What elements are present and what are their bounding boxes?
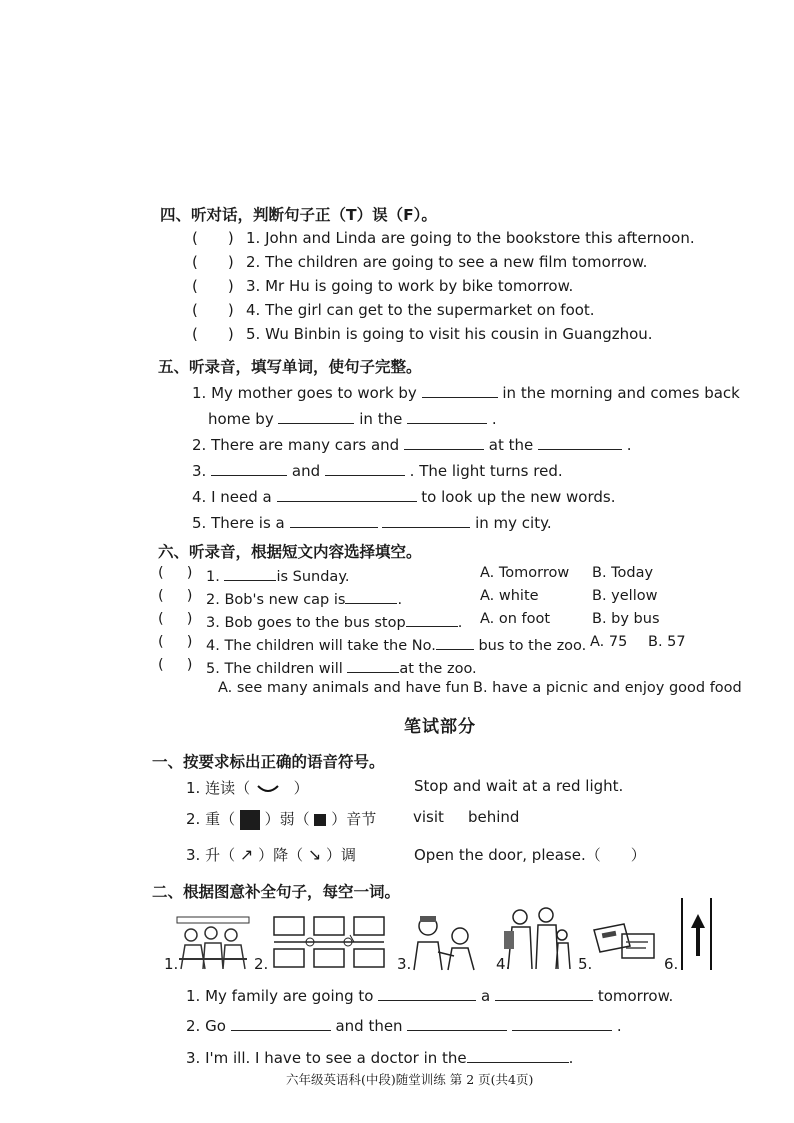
answer-blank[interactable] <box>231 1015 331 1031</box>
answer-blank[interactable] <box>378 985 476 1001</box>
w2-sentence-3: 3. I'm ill. I have to see a doctor in the . <box>186 1049 574 1067</box>
s5-line-1: 1. My mother goes to work by in the morning and comes back <box>192 384 740 402</box>
section-6-heading: 六、听录音，根据短文内容选择填空。 <box>158 543 422 561</box>
answer-blank[interactable] <box>467 1047 569 1063</box>
s6-item-5: ( ) <box>158 657 193 673</box>
divider-line <box>681 898 683 970</box>
s6-option-a[interactable]: A. on foot <box>480 611 551 627</box>
answer-blank[interactable] <box>407 408 487 424</box>
w1-sentence-1: Stop and wait at a red light. <box>414 777 624 795</box>
answer-blank[interactable] <box>406 611 458 627</box>
answer-blank[interactable] <box>345 588 397 604</box>
cinema-audience-icon <box>175 915 251 971</box>
s6-item-5-option-a[interactable]: A. see many animals and have fun <box>218 680 470 696</box>
answer-blank[interactable] <box>290 512 378 528</box>
s6-item-2: ( ) <box>158 588 193 604</box>
s4-item-5: ( ) 5. Wu Binbin is going to visit his cousin in Guangzhou. <box>192 325 653 343</box>
s4-item-1: ( ) 1. John and Linda are going to the bookstore this afternoon. <box>192 229 695 247</box>
pic-num-1: 1. <box>164 955 179 973</box>
w2-sentence-1: 1. My family are going to a tomorrow. <box>186 987 674 1005</box>
w1-row-2: 2. 重（ ）弱（ ）音节 <box>186 810 377 828</box>
s6-option-b[interactable]: B. by bus <box>592 611 660 627</box>
s6-option-b[interactable]: B. yellow <box>592 588 658 604</box>
answer-blank[interactable] <box>211 460 287 476</box>
answer-blank[interactable] <box>277 486 417 502</box>
s6-option-a[interactable]: A. Tomorrow <box>480 565 570 581</box>
s5-line-2: 2. There are many cars and at the . <box>192 436 632 454</box>
family-travel-icon <box>502 905 574 971</box>
s4-item-4: ( ) 4. The girl can get to the supermarket on foot. <box>192 301 595 319</box>
answer-blank[interactable] <box>404 434 484 450</box>
s6-item-1: ( ) <box>158 565 193 581</box>
s4-item-3: ( ) 3. Mr Hu is going to work by bike tomorrow. <box>192 277 574 295</box>
pic-num-5: 5. <box>578 955 593 973</box>
s6-option-a[interactable]: A. white <box>480 588 539 604</box>
pic-num-3: 3. <box>397 955 412 973</box>
answer-blank[interactable] <box>436 634 474 650</box>
s6-item-4: ( ) <box>158 634 193 650</box>
w2-sentence-2: 2. Go and then . <box>186 1017 622 1035</box>
stressed-syllable-icon <box>240 810 260 830</box>
s6-option-b[interactable]: B. Today <box>592 565 654 581</box>
section-4-heading: 四、听对话，判断句子正（T）误（F）。 <box>160 206 437 224</box>
written-1-heading: 一、按要求标出正确的语音符号。 <box>152 753 385 771</box>
written-part-title: 笔试部分 <box>404 717 476 737</box>
page-footer: 六年级英语科(中段)随堂训练 第 2 页(共4页) <box>286 1072 534 1087</box>
w1-word-behind: behind <box>468 808 520 826</box>
s6-item-5-option-b[interactable]: B. have a picnic and enjoy good food <box>473 680 742 696</box>
w1-word-visit: visit <box>413 808 444 826</box>
answer-blank[interactable] <box>538 434 622 450</box>
answer-blank[interactable] <box>382 512 470 528</box>
street-map-icon <box>270 915 388 971</box>
go-straight-arrow-icon <box>690 912 706 958</box>
pic-num-2: 2. <box>254 955 269 973</box>
answer-blank[interactable] <box>278 408 354 424</box>
doctor-patient-icon <box>410 912 482 972</box>
s5-line-3: 3. and . The light turns red. <box>192 462 563 480</box>
answer-blank[interactable] <box>512 1015 612 1031</box>
s5-line-5: 5. There is a in my city. <box>192 514 552 532</box>
w1-row-3: 3. 升（ ↗ ）降（ ↘ ）调 <box>186 845 357 864</box>
answer-blank[interactable] <box>407 1015 507 1031</box>
answer-blank[interactable] <box>224 565 276 581</box>
w1-row-1: 1. 连读（ ） <box>186 779 309 797</box>
answer-blank[interactable] <box>325 460 405 476</box>
tickets-icon <box>590 920 662 962</box>
pic-num-4: 4. <box>496 955 511 973</box>
answer-blank[interactable] <box>495 985 593 1001</box>
answer-blank[interactable] <box>347 657 399 673</box>
falling-arrow-icon: ↘ <box>307 845 322 864</box>
s4-item-2: ( ) 2. The children are going to see a new film tomorrow. <box>192 253 648 271</box>
pic-num-6: 6. <box>664 955 679 973</box>
answer-blank[interactable] <box>422 382 498 398</box>
worksheet-page: 四、听对话，判断句子正（T）误（F）。 ( ) 1. John and Linda are going to the bookstore this afternoon. ( ) 2. The children are going to see a new film tomorrow. ( ) 3. Mr Hu is going to work by bike tomorrow. ( ) 4. The girl can get to the supermarket on foot. ( ) 5. Wu Binbin is going to visit his cousin in Guangzhou. 五、听录音，填写单词，使句子完整。 1. My mother goes to work by in the morning and comes back home by in the . 2. There are many cars and at the . 3. and . The light turns red. 4. I need a to look up the new words. 5. There is a in my city. 六、听录音，根据短文内容选择填空。 ( ) 1. is Sunday. A. Tomorrow B. Today ( ) 2. Bob's new cap is . A. white B. yellow ( ) 3. Bob goes to the bus stop . A. on foot B. by bus ( ) 4. The children will take the No. bus to the zoo. A. 75 B. 57 ( ) 5. The children will at the zoo. A. see many animals and have fun B. have a picnic and enjoy good food 笔试部分 一、按要求标出正确的语音符号。 1. 连读（ ） Stop and wait at a red light. 2. 重（ ）弱（ ）音节 visit behind 3. 升（ ↗ ）降（ ↘ ）调 Open the door, please.（ ） 二、根据图意补全句子，每空一词。 1. 2. 3. 4. 5. 6. 1. My family are going to a tomorrow. 2. Go and then . 3. I'm ill. I have to see a doctor in the . 六年级英语科(中段)随堂训练 第 2 页(共4页) <box>0 0 794 1123</box>
divider-line <box>710 898 712 970</box>
s6-option-b[interactable]: B. 57 <box>648 634 686 650</box>
s6-option-a[interactable]: A. 75 <box>590 634 628 650</box>
s6-item-3: ( ) <box>158 611 193 627</box>
w1-sentence-3: Open the door, please.（ ） <box>414 846 646 864</box>
rising-arrow-icon: ↗ <box>239 845 254 864</box>
s5-line-1-cont: home by in the . <box>208 410 497 428</box>
section-5-heading: 五、听录音，填写单词，使句子完整。 <box>158 358 422 376</box>
unstressed-syllable-icon <box>314 814 326 826</box>
liaison-mark-icon <box>255 783 281 795</box>
s5-line-4: 4. I need a to look up the new words. <box>192 488 616 506</box>
written-2-heading: 二、根据图意补全句子，每空一词。 <box>152 883 401 901</box>
